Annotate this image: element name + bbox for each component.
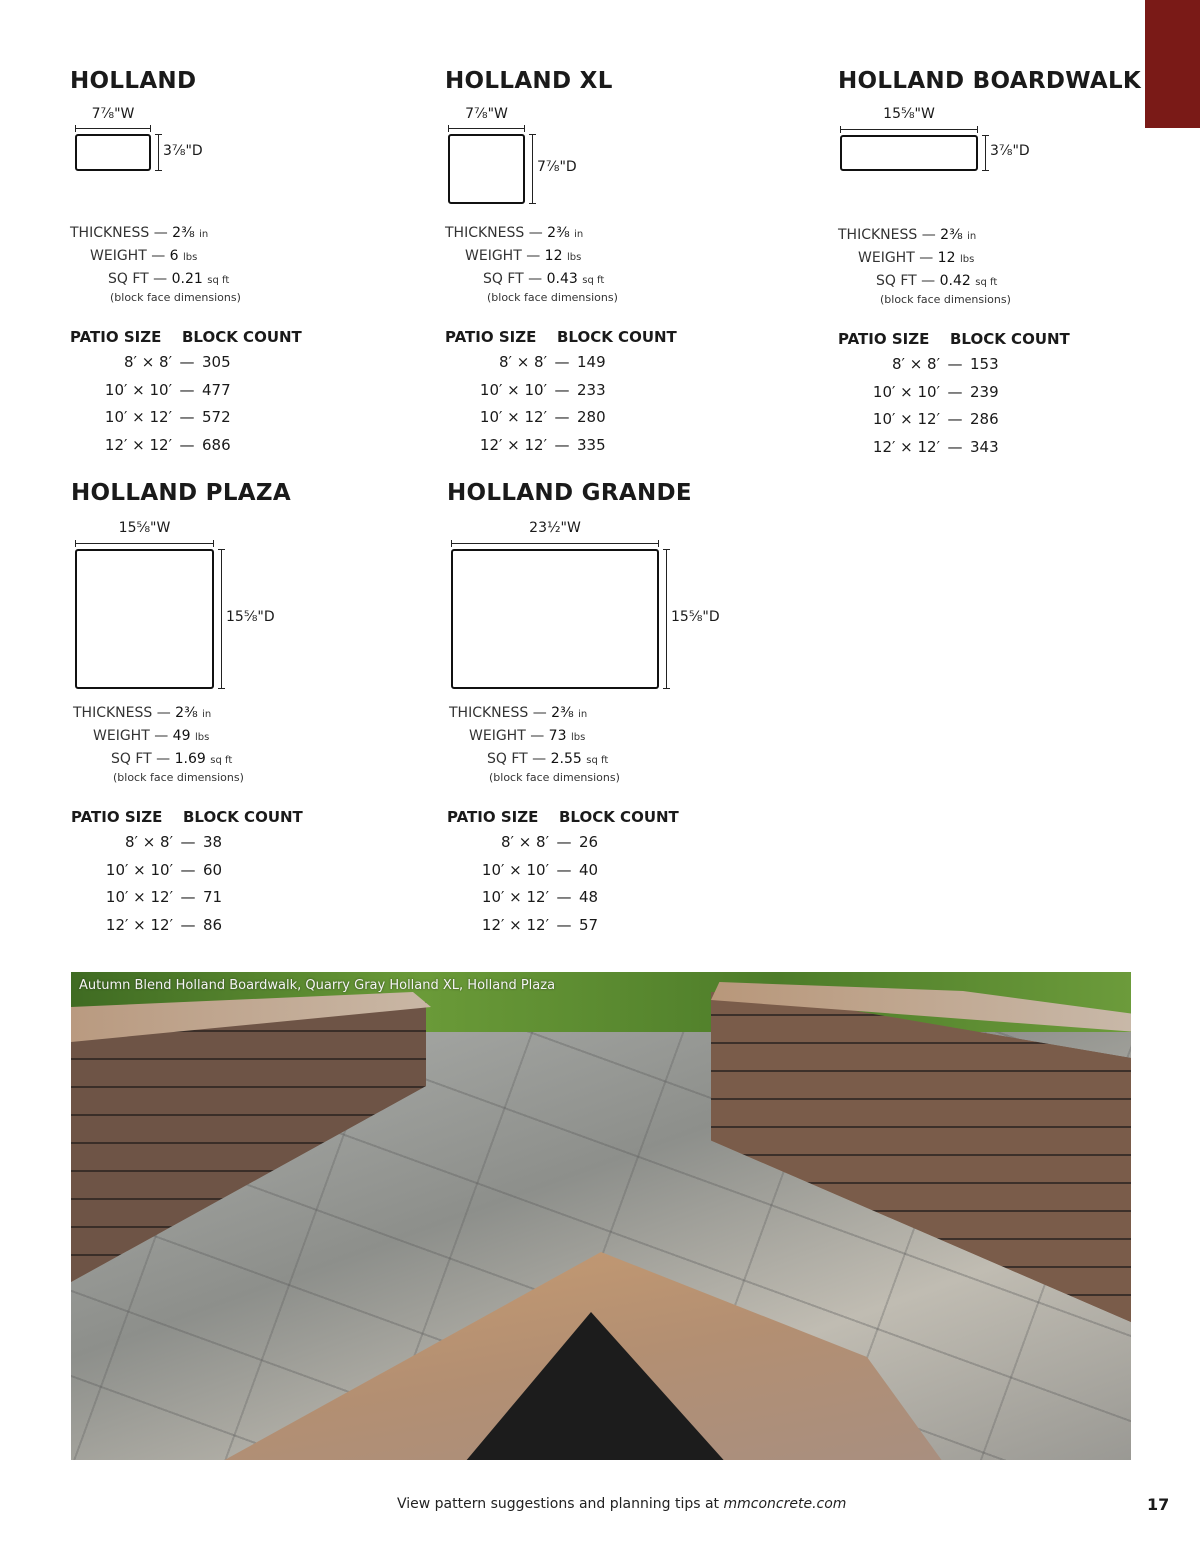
block-count: 280 <box>577 408 606 426</box>
spec-thickness-value: 2⅜ <box>551 705 574 721</box>
product-photo <box>71 972 1131 1460</box>
patio-size: 8′ × 8′ <box>124 833 173 851</box>
spec-thickness: THICKNESS — 2⅜ in <box>449 705 588 721</box>
block-shape <box>75 134 151 171</box>
width-dimension-line <box>448 128 525 129</box>
product-card-holland <box>70 64 400 459</box>
spec-sqft: SQ FT — 2.55 sq ft <box>487 751 609 767</box>
block-count-header <box>71 805 401 829</box>
block-count-header-label: BLOCK COUNT <box>559 808 679 826</box>
spec-sqft-value: 0.21 <box>171 271 203 287</box>
block-count-row <box>447 912 777 940</box>
dash: — <box>556 860 572 879</box>
block-count-row <box>447 857 777 885</box>
block-count-header <box>838 327 1168 351</box>
product-specs <box>445 222 775 307</box>
block-count: 153 <box>970 355 999 373</box>
block-count-row <box>70 404 400 432</box>
depth-dimension: 15⅝"D <box>671 609 720 625</box>
spec-sqft-value: 0.43 <box>546 271 578 287</box>
block-count: 239 <box>970 382 999 401</box>
width-dimension: 15⅝"W <box>118 520 171 536</box>
patio-size: 10′ × 10′ <box>872 382 940 401</box>
dash: — <box>947 437 963 456</box>
width-dimension-line <box>75 543 214 544</box>
spec-weight-value: 73 <box>548 728 567 744</box>
product-card-boardwalk <box>838 64 1168 461</box>
block-count: 335 <box>577 435 606 454</box>
block-count-row <box>71 912 401 940</box>
product-specs <box>71 702 401 787</box>
website-link[interactable]: mmconcrete.com <box>723 1496 847 1512</box>
block-shape <box>448 134 525 204</box>
depth-dimension-line <box>666 549 667 689</box>
spec-weight-label: WEIGHT <box>465 248 522 264</box>
patio-size: 8′ × 8′ <box>123 353 172 371</box>
block-count: 40 <box>579 860 599 879</box>
product-title: HOLLAND XL <box>445 68 613 94</box>
patio-size-header: PATIO SIZE <box>447 808 539 826</box>
spec-weight: WEIGHT — 12 lbs <box>465 248 582 264</box>
block-count-row <box>445 404 775 432</box>
patio-size-header: PATIO SIZE <box>838 330 930 348</box>
spec-weight-unit: lbs <box>566 252 582 263</box>
block-count-row <box>70 377 400 405</box>
dash: — <box>180 833 196 851</box>
block-count: 343 <box>970 437 999 456</box>
block-count-header-label: BLOCK COUNT <box>183 808 303 826</box>
width-dimension: 23½"W <box>529 520 581 536</box>
spec-weight-unit: lbs <box>959 254 975 265</box>
dash: — <box>180 915 196 934</box>
product-title: HOLLAND BOARDWALK <box>838 68 1142 94</box>
patio-size: 12′ × 12′ <box>104 435 172 454</box>
dash: — <box>556 915 572 934</box>
spec-sqft-unit: sq ft <box>582 275 605 286</box>
patio-size: 8′ × 8′ <box>498 353 547 371</box>
patio-size: 10′ × 12′ <box>105 888 173 906</box>
spec-weight: WEIGHT — 49 lbs <box>93 728 210 744</box>
block-count: 86 <box>203 915 223 934</box>
dash: — <box>554 408 570 426</box>
spec-thickness-value: 2⅜ <box>940 227 963 243</box>
depth-dimension-line <box>158 134 159 171</box>
block-diagram <box>838 98 1168 224</box>
block-count-row <box>70 432 400 460</box>
block-count-row <box>838 379 1168 407</box>
block-count-row <box>838 351 1168 379</box>
patio-size: 12′ × 12′ <box>872 437 940 456</box>
dash: — <box>947 410 963 428</box>
block-diagram <box>445 98 775 222</box>
spec-thickness: THICKNESS — 2⅜ in <box>73 705 212 721</box>
dash: — <box>554 380 570 399</box>
product-title: HOLLAND PLAZA <box>71 480 291 506</box>
product-specs <box>447 702 777 787</box>
spec-sqft-unit: sq ft <box>586 755 609 766</box>
spec-weight-unit: lbs <box>194 732 210 743</box>
dash: — <box>180 860 196 879</box>
block-count-header-label: BLOCK COUNT <box>557 328 677 346</box>
patio-size: 8′ × 8′ <box>500 833 549 851</box>
spec-sqft-value: 0.42 <box>939 273 971 289</box>
block-count-row <box>445 349 775 377</box>
spec-thickness-label: THICKNESS <box>838 227 918 243</box>
footer-label: View pattern suggestions and planning tips at <box>397 1496 724 1512</box>
block-count: 26 <box>579 833 599 851</box>
spec-note: (block face dimensions) <box>487 291 618 304</box>
spec-thickness-value: 2⅜ <box>175 705 198 721</box>
dash: — <box>554 353 570 371</box>
dash: — <box>179 380 195 399</box>
width-dimension: 7⅞"W <box>91 106 135 122</box>
spec-weight: WEIGHT — 12 lbs <box>858 250 975 266</box>
photo-caption: Autumn Blend Holland Boardwalk, Quarry Gray Holland XL, Holland Plaza <box>79 978 556 993</box>
width-dimension-line <box>451 543 659 544</box>
spec-thickness-unit: in <box>574 229 584 240</box>
spec-note: (block face dimensions) <box>113 771 244 784</box>
spec-weight-label: WEIGHT <box>858 250 915 266</box>
spec-sqft-value: 2.55 <box>550 751 582 767</box>
depth-dimension: 7⅞"D <box>537 159 577 175</box>
dash: — <box>947 355 963 373</box>
footer-text <box>397 1496 846 1512</box>
spec-weight-unit: lbs <box>183 252 198 263</box>
dash: — <box>179 435 195 454</box>
spec-sqft-value: 1.69 <box>174 751 206 767</box>
block-count: 71 <box>203 888 223 906</box>
patio-size: 10′ × 12′ <box>481 888 549 906</box>
spec-sqft-label: SQ FT <box>876 273 917 289</box>
patio-size: 10′ × 10′ <box>105 860 173 879</box>
block-count-header-label: BLOCK COUNT <box>182 328 302 346</box>
depth-dimension: 3⅞"D <box>163 142 203 159</box>
block-count: 149 <box>577 353 606 371</box>
block-shape <box>75 549 214 689</box>
block-count: 60 <box>203 860 223 879</box>
spec-weight-label: WEIGHT <box>90 248 147 264</box>
spec-sqft-unit: sq ft <box>207 275 230 286</box>
patio-size-header: PATIO SIZE <box>71 808 163 826</box>
spec-thickness: THICKNESS — 2⅜ in <box>70 225 209 241</box>
patio-size-header: PATIO SIZE <box>445 328 537 346</box>
spec-sqft-unit: sq ft <box>210 755 233 766</box>
block-shape <box>451 549 659 689</box>
block-diagram <box>70 98 400 222</box>
spec-sqft: SQ FT — 0.21 sq ft <box>108 271 230 287</box>
spec-sqft-label: SQ FT <box>108 271 149 287</box>
block-count: 305 <box>202 353 231 371</box>
spec-sqft-unit: sq ft <box>975 277 998 288</box>
spec-sqft-label: SQ FT <box>487 751 528 767</box>
block-count-row <box>71 829 401 857</box>
patio-size: 12′ × 12′ <box>479 435 547 454</box>
spec-thickness: THICKNESS — 2⅜ in <box>445 225 584 241</box>
block-count: 572 <box>202 408 231 426</box>
patio-size: 12′ × 12′ <box>481 915 549 934</box>
block-count: 686 <box>202 435 231 454</box>
depth-dimension-line <box>221 549 222 689</box>
dash: — <box>179 408 195 426</box>
patio-size: 10′ × 12′ <box>872 410 940 428</box>
block-count-header <box>447 805 777 829</box>
patio-size-header: PATIO SIZE <box>70 328 162 346</box>
spec-thickness-value: 2⅜ <box>172 225 195 241</box>
dash: — <box>556 833 572 851</box>
product-card-grande <box>447 476 777 939</box>
spec-weight: WEIGHT — 73 lbs <box>469 728 586 744</box>
spec-weight-value: 12 <box>937 250 956 266</box>
block-count-row <box>71 857 401 885</box>
spec-weight-value: 6 <box>169 248 179 264</box>
patio-size: 10′ × 10′ <box>104 380 172 399</box>
block-count: 48 <box>579 888 599 906</box>
spec-thickness-unit: in <box>967 231 977 242</box>
block-count-row <box>445 432 775 460</box>
width-dimension-line <box>75 128 151 129</box>
product-specs <box>70 222 400 307</box>
spec-note: (block face dimensions) <box>489 771 620 784</box>
spec-weight-unit: lbs <box>570 732 586 743</box>
patio-size: 12′ × 12′ <box>105 915 173 934</box>
spec-thickness-label: THICKNESS <box>73 705 153 721</box>
dash: — <box>554 435 570 454</box>
spec-thickness-unit: in <box>199 229 209 240</box>
block-count: 233 <box>577 380 606 399</box>
spec-thickness-unit: in <box>202 709 212 720</box>
patio-size: 10′ × 10′ <box>481 860 549 879</box>
dash: — <box>180 888 196 906</box>
block-count: 38 <box>203 833 223 851</box>
spec-thickness-label: THICKNESS <box>445 225 525 241</box>
block-count: 477 <box>202 380 231 399</box>
block-shape <box>840 135 978 171</box>
patio-size: 10′ × 10′ <box>479 380 547 399</box>
spec-note: (block face dimensions) <box>880 293 1011 306</box>
product-title: HOLLAND GRANDE <box>447 480 692 506</box>
spec-weight-label: WEIGHT <box>93 728 150 744</box>
spec-thickness: THICKNESS — 2⅜ in <box>838 227 977 243</box>
spec-note: (block face dimensions) <box>110 291 241 304</box>
spec-sqft-label: SQ FT <box>483 271 524 287</box>
patio-size: 10′ × 12′ <box>104 408 172 426</box>
spec-thickness-value: 2⅜ <box>547 225 570 241</box>
block-count: 286 <box>970 410 999 428</box>
depth-dimension: 15⅝"D <box>226 609 275 625</box>
block-count-row <box>445 377 775 405</box>
block-count-row <box>838 406 1168 434</box>
patio-size: 10′ × 12′ <box>479 408 547 426</box>
width-dimension-line <box>840 129 978 130</box>
block-count-row <box>447 884 777 912</box>
block-diagram <box>447 510 777 702</box>
block-count-header-label: BLOCK COUNT <box>950 330 1070 348</box>
dash: — <box>179 353 195 371</box>
block-count-row <box>838 434 1168 462</box>
spec-weight-label: WEIGHT <box>469 728 526 744</box>
spec-thickness-unit: in <box>578 709 588 720</box>
spec-weight: WEIGHT — 6 lbs <box>90 248 198 264</box>
dash: — <box>947 382 963 401</box>
spec-thickness-label: THICKNESS <box>449 705 529 721</box>
block-diagram <box>71 510 401 702</box>
page-number: 17 <box>1147 1495 1170 1514</box>
spec-sqft: SQ FT — 1.69 sq ft <box>111 751 233 767</box>
spec-weight-value: 49 <box>172 728 191 744</box>
spec-sqft: SQ FT — 0.43 sq ft <box>483 271 605 287</box>
product-specs <box>838 224 1168 309</box>
spec-thickness-label: THICKNESS <box>70 225 150 241</box>
block-count: 57 <box>579 915 599 934</box>
product-card-xl <box>445 64 775 459</box>
block-count-row <box>447 829 777 857</box>
spec-weight-value: 12 <box>544 248 563 264</box>
block-count-header <box>70 325 400 349</box>
depth-dimension-line <box>985 135 986 171</box>
block-count-row <box>70 349 400 377</box>
product-card-plaza <box>71 476 401 939</box>
block-count-row <box>71 884 401 912</box>
depth-dimension-line <box>532 134 533 204</box>
block-count-header <box>445 325 775 349</box>
depth-dimension: 3⅞"D <box>990 143 1030 159</box>
spec-sqft-label: SQ FT <box>111 751 152 767</box>
spec-sqft: SQ FT — 0.42 sq ft <box>876 273 998 289</box>
patio-size: 8′ × 8′ <box>891 355 940 373</box>
product-title: HOLLAND <box>70 68 197 94</box>
width-dimension: 15⅝"W <box>883 106 935 122</box>
dash: — <box>556 888 572 906</box>
width-dimension: 7⅞"W <box>465 106 508 122</box>
